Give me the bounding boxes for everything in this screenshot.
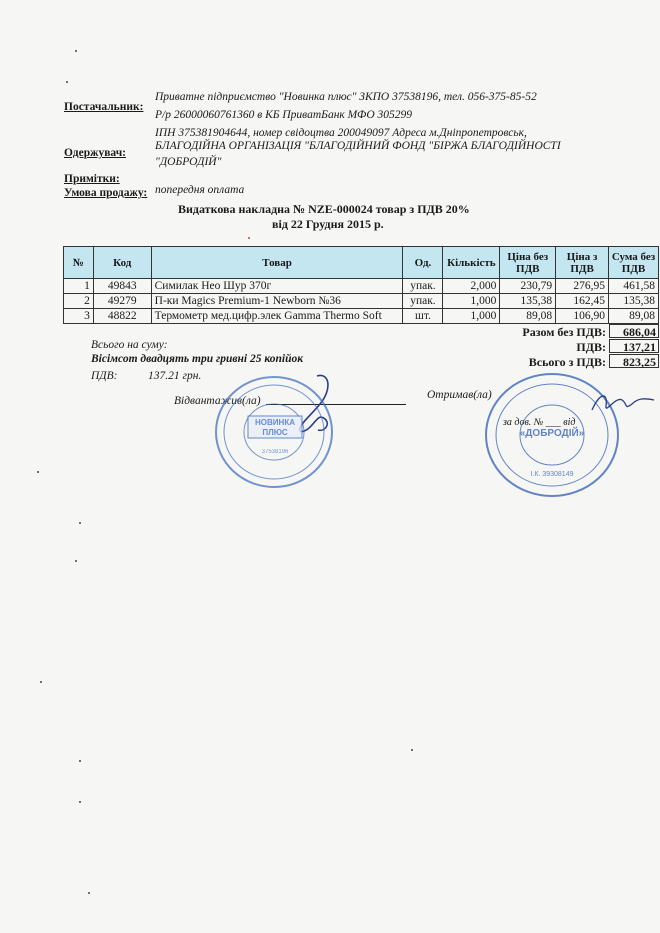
supplier-stamp-center: НОВИНКА [255,418,295,427]
row-code: 49279 [93,294,151,309]
col-header-sum: Сума без ПДВ [609,247,659,279]
row-item: П-ки Magics Premium-1 Newborn №36 [151,294,403,309]
col-header-item: Товар [151,247,403,279]
grand-total-value: 823,25 [609,354,659,368]
invoice-date: від 22 Грудня 2015 р. [272,217,384,231]
row-no: 1 [64,279,94,294]
row-price-vat: 106,90 [556,309,609,324]
scan-speck [75,50,77,52]
scan-speck [66,81,68,83]
row-price: 135,38 [500,294,556,309]
vat-total-value: 137,21 [609,339,659,353]
received-by-label: Отримав(ла) [427,389,492,401]
supplier-label: Постачальник: [64,101,144,113]
row-price: 230,79 [500,279,556,294]
recipient-line-2: "ДОБРОДІЙ" [155,156,222,168]
row-unit: упак. [403,294,443,309]
row-price-vat: 276,95 [556,279,609,294]
svg-text:ПЛЮС: ПЛЮС [262,428,288,437]
row-item: Термометр мед.цифр.элек Gamma Thermo Soft [151,309,403,324]
row-code: 49843 [93,279,151,294]
shipped-by-label: Відвантажив(ла) [174,395,261,407]
col-header-unit: Од. [403,247,443,279]
scan-speck [40,681,42,683]
row-qty: 1,000 [443,309,500,324]
subtotal-label: Разом без ПДВ: [522,325,606,339]
amount-words-label: Всього на суму: [91,339,168,351]
supplier-line-1: Приватне підприємство "Новинка плюс" ЗКПО 37538196, тел. 056-375-85-52 [155,91,537,103]
supplier-line-3: ІПН 375381904644, номер свідоцтва 200049097 Адреса м.Дніпропетровськ, [155,127,527,139]
table-row [64,294,659,309]
col-header-price-vat: Ціна з ПДВ [556,247,609,279]
items-table [63,246,659,324]
received-signature [588,386,658,420]
received-power-of-attorney: за дов. № ___ від [503,417,576,428]
recipient-line-1: БЛАГОДІЙНА ОРГАНІЗАЦІЯ "БЛАГОДІЙНИЙ ФОНД "БІРЖА БЛАГОДІЙНОСТІ [155,140,561,152]
vat-total-label: ПДВ: [576,340,606,354]
col-header-qty: Кількість [443,247,500,279]
scan-speck [411,749,413,751]
summary-vat-label: ПДВ: [91,370,118,382]
recipient-stamp-code: І.К. 39308149 [530,471,574,478]
recipient-stamp-center: «ДОБРОДІЙ» [519,428,585,439]
row-sum: 135,38 [609,294,659,309]
supplier-stamp [212,373,336,491]
table-header-row [64,247,659,279]
col-header-code: Код [93,247,151,279]
scan-speck [79,522,81,524]
row-price-vat: 162,45 [556,294,609,309]
row-sum: 461,58 [609,279,659,294]
scan-speck [75,560,77,562]
subtotal-value: 686,04 [609,324,659,338]
row-price: 89,08 [500,309,556,324]
svg-text:37538196: 37538196 [261,449,289,455]
terms-label: Умова продажу: [64,187,148,199]
table-row [64,309,659,324]
supplier-line-2: Р/р 26000060761360 в КБ ПриватБанк МФО 305299 [155,109,413,121]
scan-speck [248,237,250,239]
scan-speck [79,801,81,803]
scan-speck [37,471,39,473]
terms-value: попередня оплата [155,184,245,196]
notes-label: Примітки: [64,173,120,185]
row-no: 3 [64,309,94,324]
row-sum: 89,08 [609,309,659,324]
table-row [64,279,659,294]
row-qty: 2,000 [443,279,500,294]
row-unit: упак. [403,279,443,294]
scan-speck [88,892,90,894]
amount-in-words: Вісімсот двадцять три гривні 25 копійок [91,353,304,365]
row-unit: шт. [403,309,443,324]
col-header-no: № [64,247,94,279]
scan-speck [79,760,81,762]
col-header-price: Ціна без ПДВ [500,247,556,279]
row-item: Симилак Нео Шур 370г [151,279,403,294]
grand-total-label: Всього з ПДВ: [528,355,606,369]
row-qty: 1,000 [443,294,500,309]
row-no: 2 [64,294,94,309]
row-code: 48822 [93,309,151,324]
summary-vat-value: 137.21 грн. [148,370,202,382]
recipient-label: Одержувач: [64,147,127,159]
invoice-title: Видаткова накладна № NZE-000024 товар з ПДВ 20% [178,202,470,216]
